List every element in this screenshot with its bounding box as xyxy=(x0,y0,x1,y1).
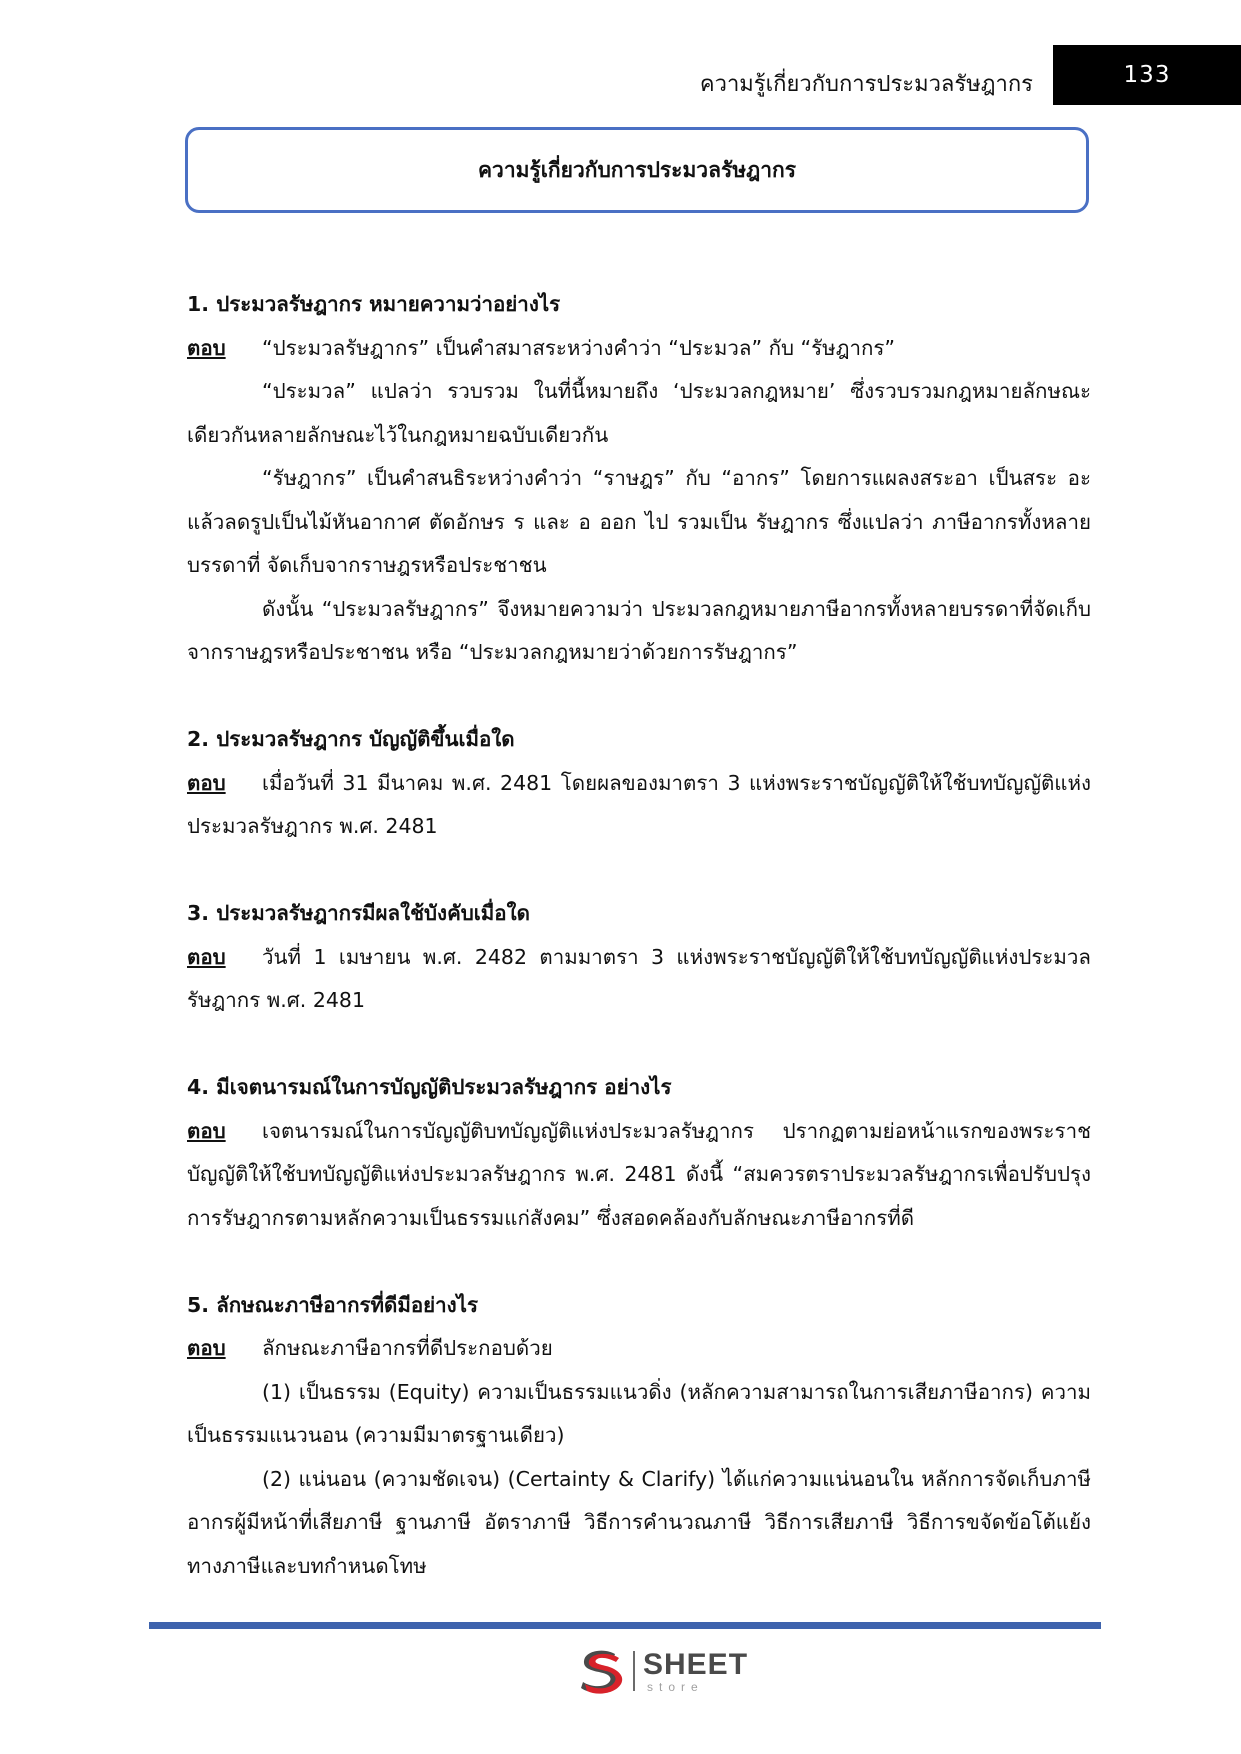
question-3: 3. ประมวลรัษฎากรมีผลใช้บังคับเมื่อใด xyxy=(187,901,530,925)
answer-4 xyxy=(187,1110,1091,1241)
answer-5-item-1 xyxy=(187,1371,1091,1458)
answer-2 xyxy=(187,762,1091,849)
running-header-title: ความรู้เกี่ยวกับการประมวลรัษฎากร xyxy=(699,72,1033,97)
answer-label: ตอบ xyxy=(187,1118,226,1143)
answer-label: ตอบ xyxy=(187,1336,226,1360)
question-5: 5. ลักษณะภาษีอากรที่ดีมีอย่างไร xyxy=(187,1292,478,1317)
answer-1-paragraph-2 xyxy=(187,457,1091,588)
answer-2-text: เมื่อวันที่ 31 มีนาคม พ.ศ. 2481 โดยผลของมาตรา 3 แห่งพระราชบัญญัติให้ใช้บทบัญญัติแห่งประมวลรัษฎากร พ.ศ. 2481 xyxy=(187,770,1091,838)
logo-word: SHEET xyxy=(643,1647,749,1681)
answer-1-paragraph-1 xyxy=(187,370,1091,457)
answer-label: ตอบ xyxy=(187,770,226,795)
answer-5-item-2 xyxy=(187,1458,1091,1589)
answer-label: ตอบ xyxy=(187,944,226,969)
answer-5-item-2-text: (2) แน่นอน (ความชัดเจน) (Certainty & Clarify) ได้แก่ความแน่นอนใน หลักการจัดเก็บภาษีอากรผู้มีหน้าที่เสียภาษี ฐานภาษี อัตราภาษี วิธีการคำนวณภาษี วิธีการเสียภาษี วิธีการขจัดข้อโต้แย้งทางภาษีและบทกำหนดโทษ xyxy=(187,1466,1091,1578)
sheet-store-s-icon xyxy=(575,1646,627,1696)
answer-1-paragraph-3-text: ดังนั้น “ประมวลรัษฎากร” จึงหมายความว่า ประมวลกฎหมายภาษีอากรทั้งหลายบรรดาที่จัดเก็บจากราษฎรหรือประชาชน หรือ “ประมวลกฎหมายว่าด้วยการรัษฎากร” xyxy=(187,596,1091,664)
logo-text xyxy=(643,1647,749,1694)
document-body xyxy=(187,283,1091,1588)
answer-1-paragraph-2-text: “รัษฎากร” เป็นคำสนธิระหว่างคำว่า “ราษฎร” กับ “อากร” โดยการแผลงสระอา เป็นสระ อะ แล้วลดรูปเป็นไม้หันอากาศ ตัดอักษร ร และ อ ออก ไป รวมเป็น รัษฎากร ซึ่งแปลว่า ภาษีอากรทั้งหลายบรรดาที่ จัดเก็บจากราษฎรหรือประชาชน xyxy=(187,466,1091,577)
logo-separator xyxy=(633,1651,635,1691)
question-2: 2. ประมวลรัษฎากร บัญญัติขึ้นเมื่อใด xyxy=(187,727,515,751)
page-number: 133 xyxy=(1123,62,1171,88)
question-4: 4. มีเจตนารมณ์ในการบัญญัติประมวลรัษฎากร อย่างไร xyxy=(187,1075,672,1099)
answer-3 xyxy=(187,936,1091,1023)
logo-subword: store xyxy=(647,1679,704,1694)
answer-5-text: ลักษณะภาษีอากรที่ดีประกอบด้วย xyxy=(262,1336,553,1360)
answer-1-text: “ประมวลรัษฎากร” เป็นคำสมาสระหว่างคำว่า “ประมวล” กับ “รัษฎากร” xyxy=(262,335,896,360)
answer-1 xyxy=(187,327,1091,371)
answer-5 xyxy=(187,1327,1091,1371)
answer-4-text: เจตนารมณ์ในการบัญญัติบทบัญญัติแห่งประมวลรัษฎากร ปรากฏตามย่อหน้าแรกของพระราชบัญญัติให้ใช้บทบัญญัติแห่งประมวลรัษฎากร พ.ศ. 2481 ดังนี้ “สมควรตราประมวลรัษฎากรเพื่อปรับปรุงการรัษฎากรตามหลักความเป็นธรรมแก่สังคม” ซึ่งสอดคล้องกับลักษณะภาษีอากรที่ดี xyxy=(187,1118,1091,1230)
page-number-box xyxy=(1053,45,1241,105)
answer-5-item-1-text: (1) เป็นธรรม (Equity) ความเป็นธรรมแนวดิ่ง (หลักความสามารถในการเสียภาษีอากร) ความเป็นธรรมแนวนอน (ความมีมาตรฐานเดียว) xyxy=(187,1379,1091,1447)
answer-3-text: วันที่ 1 เมษายน พ.ศ. 2482 ตามมาตรา 3 แห่งพระราชบัญญัติให้ใช้บทบัญญัติแห่งประมวลรัษฎากร พ.ศ. 2481 xyxy=(187,944,1091,1012)
answer-1-paragraph-1-text: “ประมวล” แปลว่า รวบรวม ในที่นี้หมายถึง ‘ประมวลกฎหมาย’ ซึ่งรวบรวมกฎหมายลักษณะเดียวกันหลายลักษณะไว้ในกฎหมายฉบับเดียวกัน xyxy=(187,379,1091,447)
sheet-store-logo xyxy=(575,1646,748,1696)
footer-divider xyxy=(149,1622,1101,1629)
question-1: 1. ประมวลรัษฎากร หมายความว่าอย่างไร xyxy=(187,292,561,316)
section-title-box xyxy=(185,127,1089,213)
answer-1-paragraph-3 xyxy=(187,588,1091,675)
answer-label: ตอบ xyxy=(187,335,226,360)
section-title: ความรู้เกี่ยวกับการประมวลรัษฎากร xyxy=(478,157,796,182)
